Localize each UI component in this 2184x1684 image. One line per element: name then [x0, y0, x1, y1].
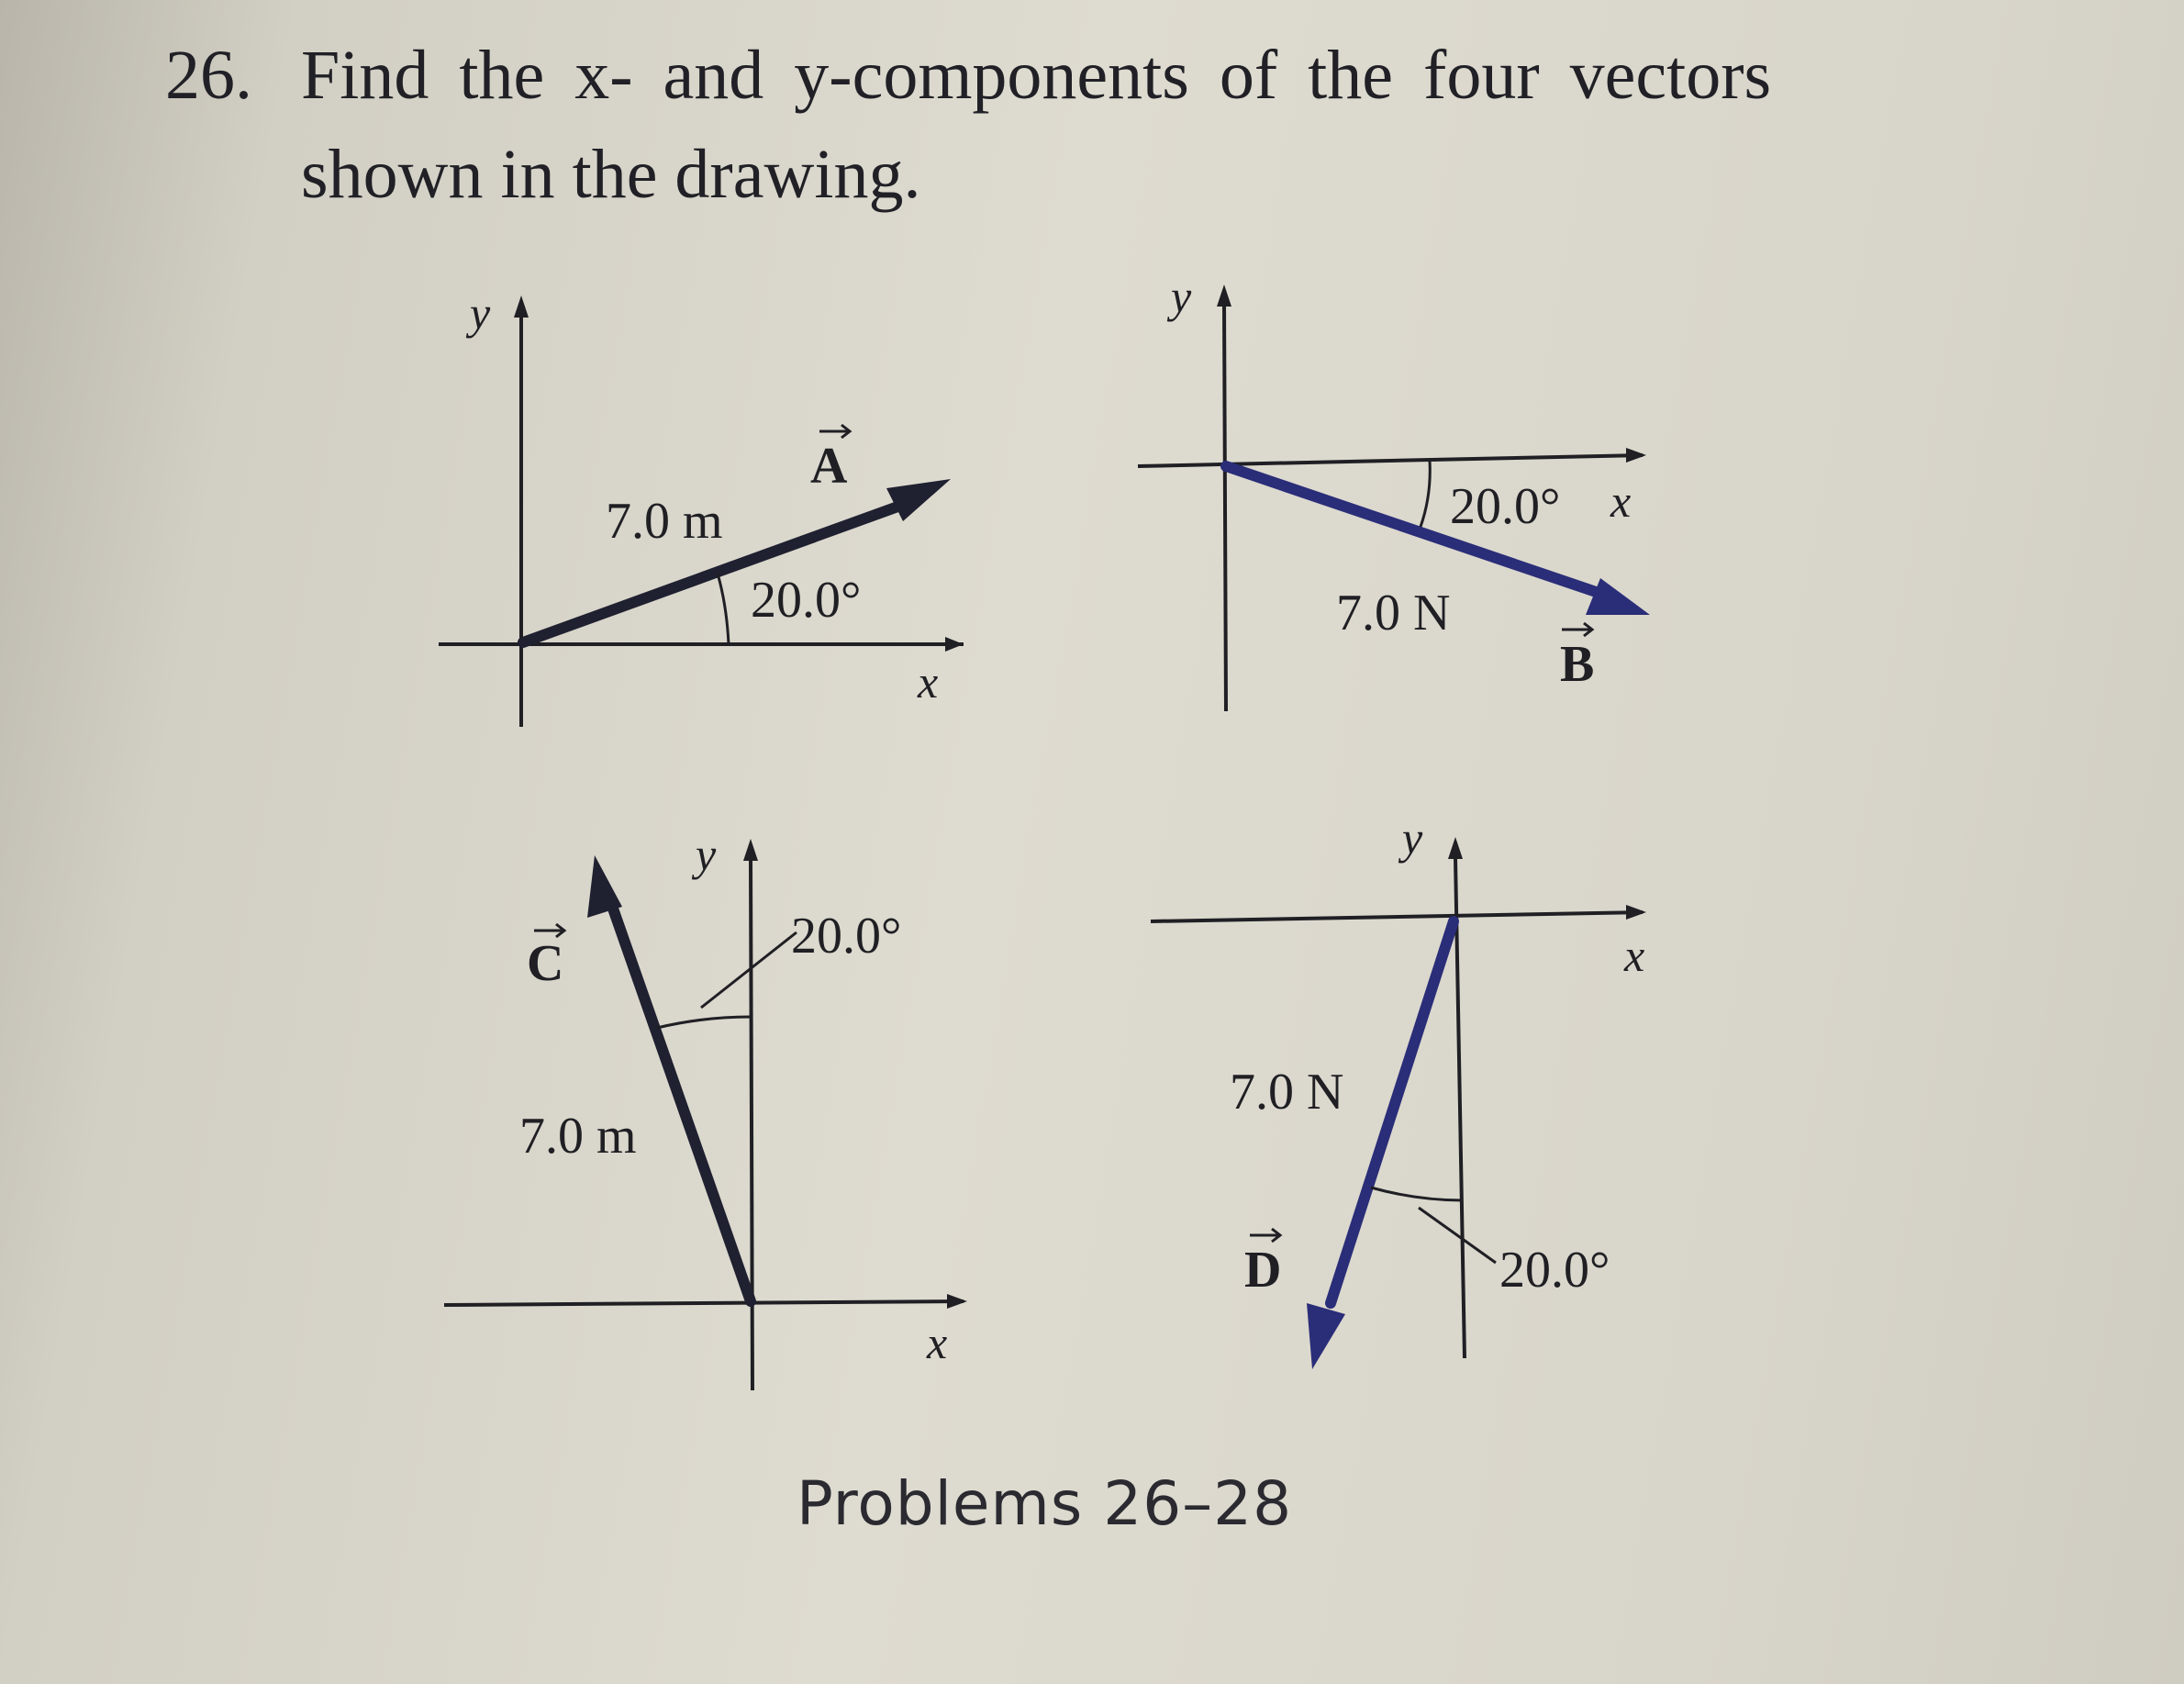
magnitude-label: 7.0 N [1230, 1064, 1344, 1121]
vector-c-label: C [527, 935, 564, 992]
x-axis [444, 1301, 964, 1305]
angle-leader-line [701, 932, 797, 1008]
vector-d-arrowhead [1307, 1303, 1345, 1369]
vector-b-label: B [1560, 636, 1595, 693]
vector-arrow-accent [1250, 1229, 1280, 1242]
x-axis-label: x [1610, 475, 1632, 527]
y-axis-label: y [1171, 271, 1192, 322]
vector-c-arrowhead [587, 855, 622, 918]
x-axis-arrowhead [1626, 448, 1646, 463]
angle-label: 20.0° [1499, 1242, 1610, 1299]
angle-arc [718, 574, 729, 644]
y-axis-arrowhead [514, 296, 529, 318]
x-axis-label: x [918, 656, 939, 708]
y-axis-label: y [470, 287, 491, 339]
vector-c [613, 909, 751, 1301]
figure-d [1151, 812, 1646, 1369]
magnitude-label: 7.0 m [606, 493, 723, 550]
x-axis [1138, 455, 1643, 466]
x-axis-label: x [1624, 930, 1645, 981]
y-axis-arrowhead [743, 839, 758, 861]
vector-arrow-accent [819, 425, 850, 438]
magnitude-label: 7.0 m [519, 1108, 637, 1165]
y-axis-arrowhead [1217, 284, 1231, 307]
problem-text-line-1: Find the x- and y-components of the four vectors [301, 37, 1772, 114]
x-axis-arrowhead [947, 1294, 967, 1309]
figure-a [439, 287, 964, 727]
figure-b [1138, 271, 1650, 711]
angle-arc [1421, 461, 1430, 527]
x-axis-arrowhead [945, 637, 964, 652]
angle-leader-line [1419, 1208, 1496, 1263]
y-axis-arrowhead [1448, 837, 1463, 859]
magnitude-label: 7.0 N [1336, 585, 1451, 641]
vector-arrow-accent [1562, 623, 1592, 636]
vector-a-label: A [810, 438, 848, 495]
problem-text-line-2: shown in the drawing. [301, 136, 921, 213]
vector-a-arrowhead [886, 479, 951, 521]
y-axis [1224, 303, 1226, 711]
vector-d-label: D [1244, 1242, 1282, 1299]
y-axis-label: y [696, 829, 717, 880]
vector-d [1331, 921, 1454, 1303]
angle-label: 20.0° [791, 908, 902, 965]
x-axis-arrowhead [1626, 905, 1646, 920]
vector-b-arrowhead [1586, 578, 1650, 615]
angle-label: 20.0° [1450, 478, 1561, 535]
angle-arc [1371, 1188, 1463, 1200]
x-axis [1151, 912, 1643, 921]
figure-caption: Problems 26–28 [797, 1468, 1293, 1539]
angle-label: 20.0° [751, 572, 862, 629]
x-axis-label: x [927, 1317, 948, 1368]
angle-arc [657, 1017, 751, 1028]
y-axis [751, 858, 752, 1390]
y-axis-label: y [1402, 812, 1423, 864]
y-axis [1455, 858, 1465, 1358]
figure-c [444, 829, 967, 1390]
problem-number: 26. [165, 37, 252, 114]
